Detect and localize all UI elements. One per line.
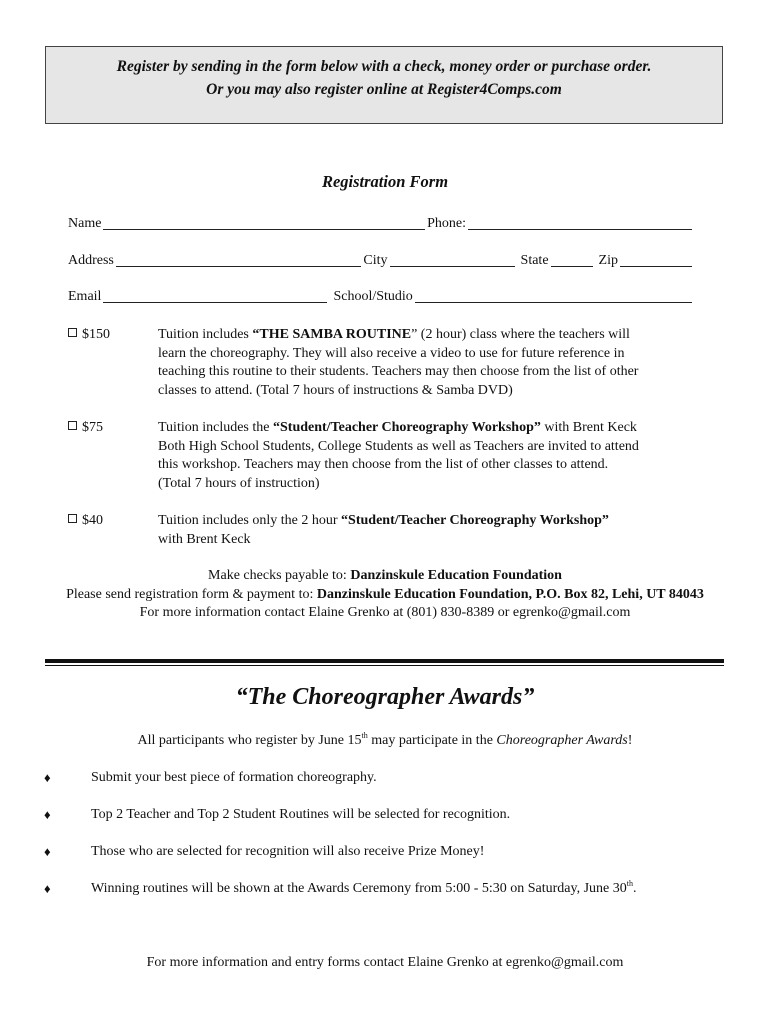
payment-info — [0, 567, 770, 623]
email-field[interactable] — [103, 289, 327, 303]
option-price: $40 — [82, 513, 103, 528]
diamond-bullet-icon: ♦ — [44, 807, 51, 822]
studio-label: School/Studio — [333, 289, 413, 304]
option-description — [158, 326, 693, 400]
checks-payable-line: Make checks payable to: Danzinskule Education Foundation — [208, 568, 562, 583]
studio-field[interactable] — [415, 289, 692, 303]
state-field[interactable] — [551, 253, 593, 267]
section-divider-thin — [45, 665, 724, 666]
option-price: $75 — [82, 420, 103, 435]
option-price: $150 — [82, 327, 110, 342]
name-phone-row — [68, 216, 694, 232]
option-line: Both High School Students, College Students as well as Teachers are invited to attend — [158, 438, 639, 454]
diamond-bullet-icon: ♦ — [44, 770, 51, 785]
name-label: Name — [68, 216, 102, 231]
city-field[interactable] — [390, 253, 515, 267]
banner-line-1: Register by sending in the form below with a check, money order or purchase order. — [116, 58, 652, 75]
diamond-bullet-icon: ♦ — [44, 881, 51, 896]
option-75-checkbox[interactable] — [68, 421, 77, 430]
awards-title: “The Choreographer Awards” — [235, 684, 535, 710]
option-line: classes to attend. (Total 7 hours of instructions & Samba DVD) — [158, 382, 513, 398]
option-line: Tuition includes the “Student/Teacher Choreography Workshop” with Brent Keck — [158, 420, 637, 435]
option-40-checkbox[interactable] — [68, 514, 77, 523]
option-line: with Brent Keck — [158, 531, 251, 547]
phone-label: Phone: — [427, 216, 466, 231]
registration-banner — [45, 46, 723, 124]
section-divider — [45, 659, 724, 663]
option-line: Tuition includes only the 2 hour “Student/Teacher Choreography Workshop” — [158, 513, 609, 528]
email-label: Email — [68, 289, 102, 304]
state-label: State — [520, 253, 549, 268]
option-line: Tuition includes “THE SAMBA ROUTINE” (2 hour) class where the teachers will — [158, 327, 630, 342]
option-line: this workshop. Teachers may then choose from the list of other classes to attend. — [158, 457, 609, 472]
address-field[interactable] — [116, 253, 362, 267]
banner-line-2: Or you may also register online at Register4Comps.com — [206, 81, 562, 98]
city-label: City — [363, 253, 388, 268]
email-studio-row — [68, 289, 694, 305]
name-field[interactable] — [103, 216, 425, 230]
form-title: Registration Form — [321, 172, 449, 191]
contact-line: For more information contact Elaine Grenko at (801) 830-8389 or egrenko@gmail.com — [139, 605, 631, 620]
option-line: teaching this routine to their students. Teachers may then choose from the list of other — [158, 364, 639, 379]
option-line: (Total 7 hours of instruction) — [158, 475, 320, 491]
phone-field[interactable] — [468, 216, 692, 230]
option-line: learn the choreography. They will also receive a video to use for future reference in — [158, 345, 625, 361]
zip-field[interactable] — [620, 253, 692, 267]
option-description — [158, 419, 693, 493]
send-to-line: Please send registration form & payment to: Danzinskule Education Foundation, P.O. Box 82, Lehi, UT 84043 — [66, 586, 704, 602]
address-label: Address — [68, 253, 114, 268]
address-row — [68, 253, 694, 269]
zip-label: Zip — [598, 253, 618, 268]
awards-intro: All participants who register by June 15th may participate in the Choreographer Awards! — [137, 731, 633, 748]
footer-contact: For more information and entry forms contact Elaine Grenko at egrenko@gmail.com — [146, 955, 624, 970]
diamond-bullet-icon: ♦ — [44, 844, 51, 859]
option-150-checkbox[interactable] — [68, 328, 77, 337]
option-description — [158, 512, 693, 549]
